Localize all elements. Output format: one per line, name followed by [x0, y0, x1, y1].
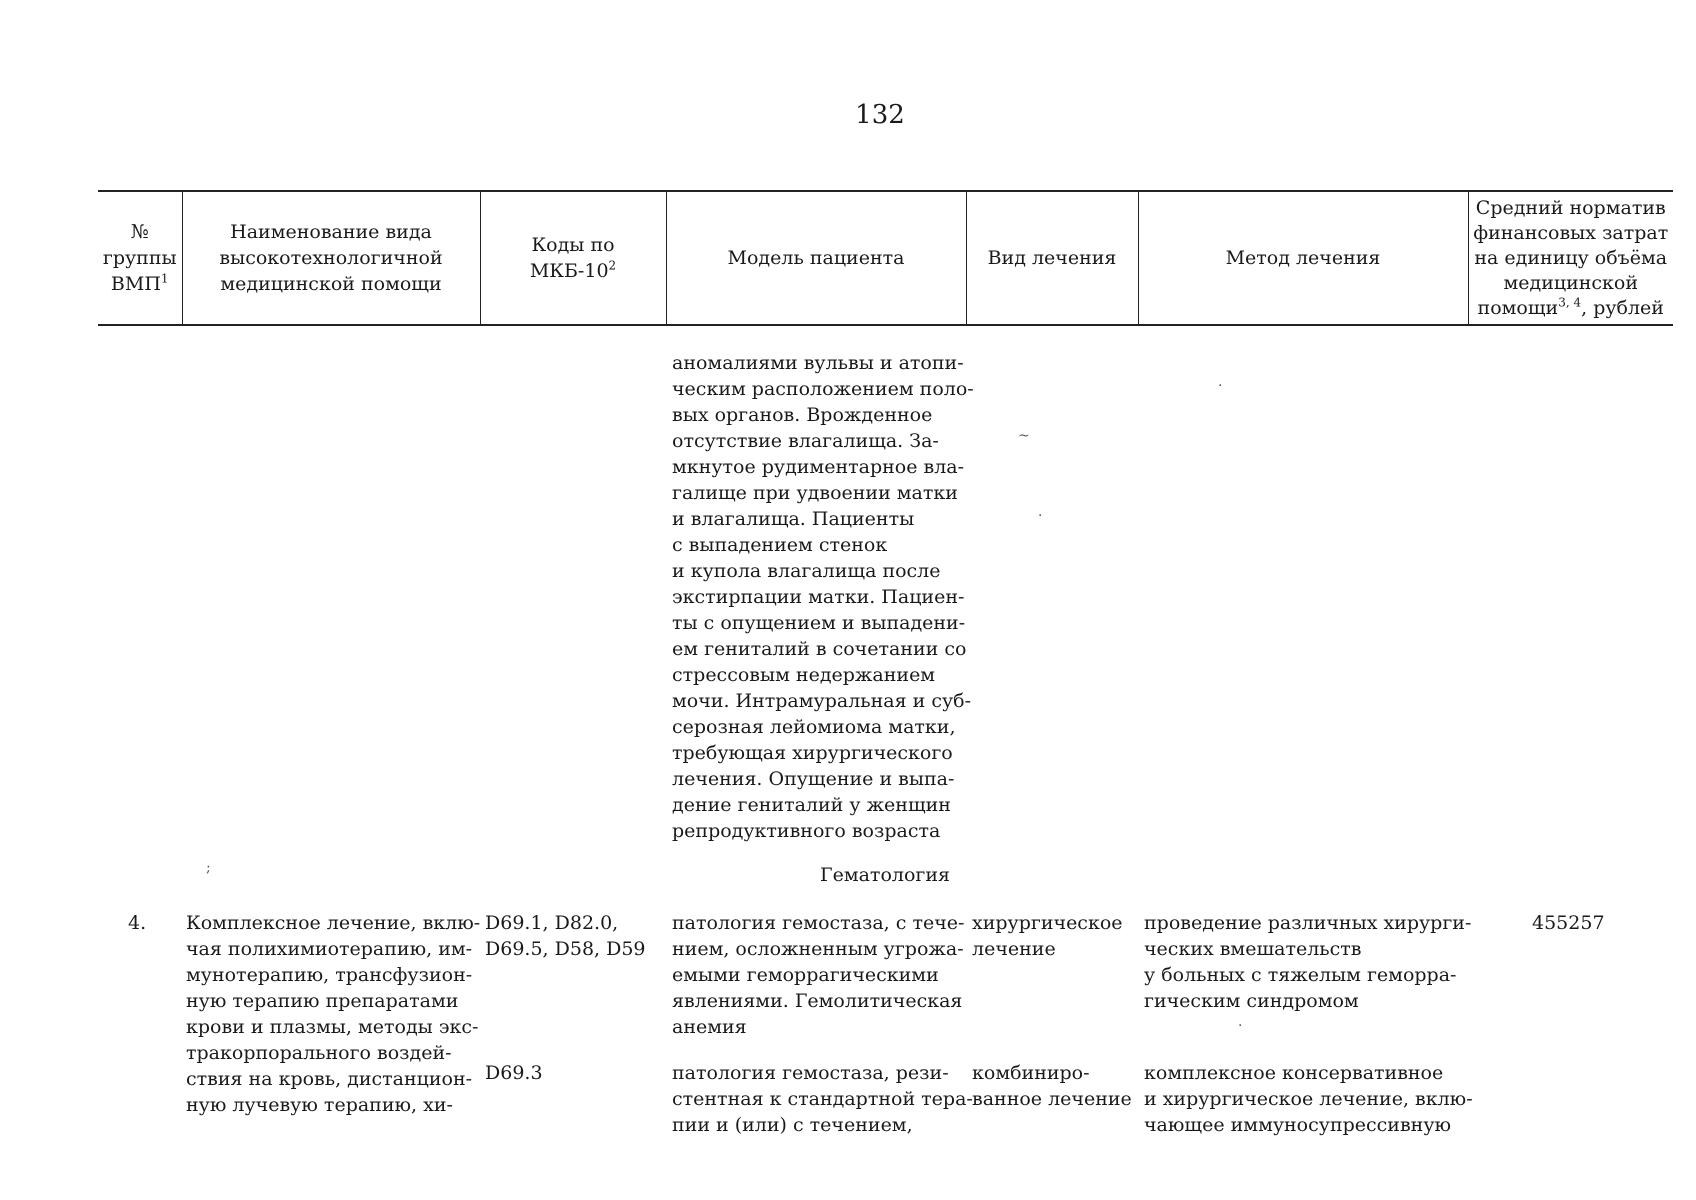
scan-speck: ~: [1018, 428, 1030, 444]
scan-speck: ;: [206, 860, 211, 876]
subrow-1-codes: D69.1, D82.0, D69.5, D58, D59: [485, 912, 646, 960]
subrow-1-treatment-method: проведение различных хирурги- ческих вмешательств у больных с тяжелым геморра- гическим синдромом: [1144, 912, 1472, 1012]
row-number: 4.: [128, 912, 147, 934]
table-header: [98, 190, 1673, 326]
subrow-2-codes: D69.3: [485, 1062, 543, 1084]
subrow-2-patient-model: патология гемостаза, рези- стентная к стандартной тера- пии и (или) с течением,: [672, 1062, 973, 1136]
row-care-type-name: Комплексное лечение, вклю- чая полихимиотерапию, им- мунотерапию, трансфузион- ную терапию препаратами крови и плазмы, методы экс- тракорпорального воздей- ствия на кровь, дистанцион- ную лучевую терапию, хи-: [186, 912, 481, 1116]
page-number: 132: [855, 100, 905, 130]
header-cost-norm: Средний норматив финансовых затрат на единицу объёма медицинской помощи$^{3, 4}$, рублей: [1468, 191, 1673, 325]
scan-speck: ·: [1038, 508, 1043, 524]
header-treatment-method: Метод лечения: [1138, 191, 1468, 325]
scan-speck: ·: [1218, 378, 1223, 394]
subrow-2-treatment-method: комплексное консервативное и хирургическое лечение, вклю- чающее иммуносупрессивную: [1144, 1062, 1473, 1136]
subrow-1-treatment-type: хирургическое лечение: [972, 912, 1123, 960]
scan-speck: ·: [1238, 1018, 1243, 1034]
header-treatment-type: Вид лечения: [966, 191, 1138, 325]
subrow-1-patient-model: патология гемостаза, с тече- нием, осложненным угрожа- емыми геморрагическими явлениями. Гемолитическая анемия: [672, 912, 965, 1038]
header-icd-codes: Коды по МКБ-$10^2$: [480, 191, 666, 325]
header-group-number: № группы ВМП$^1$: [98, 191, 182, 325]
header-patient-model: Модель пациента: [666, 191, 966, 325]
row-cost: 455257: [1532, 912, 1605, 934]
section-title: Гематология: [820, 864, 950, 886]
continuation-patient-model: аномалиями вульвы и атопи- ческим расположением поло- вых органов. Врожденное отсутствие влагалища. За- мкнутое рудиментарное вла- галище при удвоении матки и влагалища. Пациенты с выпадением стенок и купола влагалища после экстирпации матки. Пациен- ты с опущением и выпадени- ем гениталий в сочетании со стрессовым недержанием мочи. Интрамуральная и суб- серозная лейомиома матки, требующая хирургического лечения. Опущение и выпа- дение гениталий у женщин репродуктивного возраста: [672, 352, 974, 842]
subrow-2-treatment-type: комбиниро- ванное лечение: [972, 1062, 1132, 1110]
header-care-type-name: Наименование вида высокотехнологичной медицинской помощи: [182, 191, 480, 325]
